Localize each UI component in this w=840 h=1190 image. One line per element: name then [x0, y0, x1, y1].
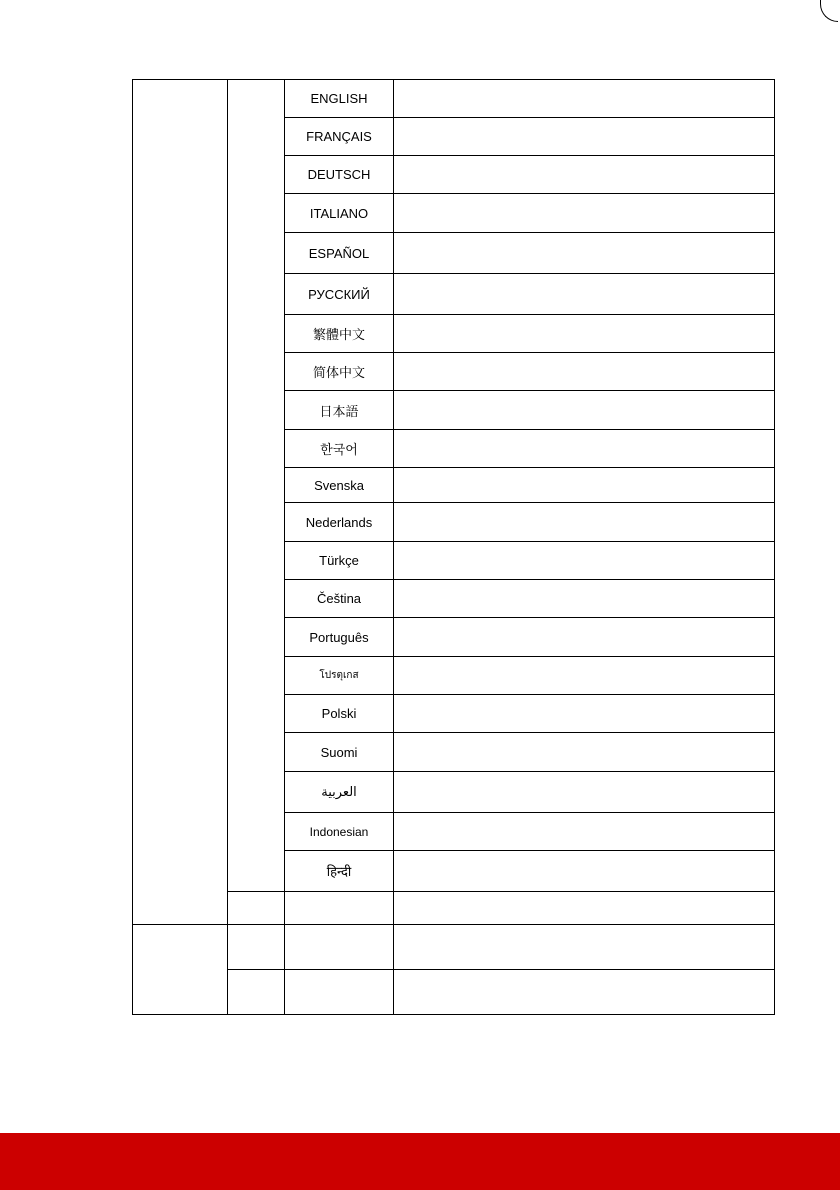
description-cell	[394, 695, 775, 733]
description-cell	[394, 468, 775, 503]
description-cell	[394, 315, 775, 353]
table-row	[133, 80, 775, 118]
language-option: ITALIANO	[285, 194, 394, 233]
language-settings-table	[132, 79, 775, 1015]
description-cell	[394, 657, 775, 695]
submenu-cell	[228, 892, 285, 925]
description-cell	[394, 580, 775, 618]
description-cell	[394, 733, 775, 772]
language-option: العربية	[285, 772, 394, 813]
description-cell	[394, 233, 775, 274]
language-option: โปรตุเกส	[285, 657, 394, 695]
submenu-cell	[228, 925, 285, 970]
table-row	[133, 892, 775, 925]
language-option: Indonesian	[285, 813, 394, 851]
language-option: Polski	[285, 695, 394, 733]
description-cell	[394, 772, 775, 813]
table-row	[133, 970, 775, 1015]
footer-bar	[0, 1133, 840, 1190]
language-option: Türkçe	[285, 542, 394, 580]
description-cell	[394, 274, 775, 315]
language-option: 繁體中文	[285, 315, 394, 353]
language-option: Svenska	[285, 468, 394, 503]
language-option: 简体中文	[285, 353, 394, 391]
option-cell	[285, 892, 394, 925]
language-option: FRANÇAIS	[285, 118, 394, 156]
description-cell	[394, 618, 775, 657]
language-option: DEUTSCH	[285, 156, 394, 194]
menu-cell	[133, 925, 228, 1015]
submenu-cell	[228, 80, 285, 892]
description-cell	[394, 970, 775, 1015]
option-cell	[285, 970, 394, 1015]
description-cell	[394, 542, 775, 580]
language-option: ENGLISH	[285, 80, 394, 118]
description-cell	[394, 194, 775, 233]
description-cell	[394, 851, 775, 892]
language-option: Português	[285, 618, 394, 657]
table-row	[133, 925, 775, 970]
menu-cell	[133, 80, 228, 925]
language-option: Nederlands	[285, 503, 394, 542]
description-cell	[394, 430, 775, 468]
language-option: हिन्दी	[285, 851, 394, 892]
description-cell	[394, 118, 775, 156]
language-option: 日本語	[285, 391, 394, 430]
description-cell	[394, 80, 775, 118]
language-option: Suomi	[285, 733, 394, 772]
description-cell	[394, 353, 775, 391]
description-cell	[394, 892, 775, 925]
option-cell	[285, 925, 394, 970]
description-cell	[394, 503, 775, 542]
language-option: ESPAÑOL	[285, 233, 394, 274]
language-option: Čeština	[285, 580, 394, 618]
description-cell	[394, 391, 775, 430]
description-cell	[394, 156, 775, 194]
submenu-cell	[228, 970, 285, 1015]
page-corner-rule	[820, 0, 838, 22]
description-cell	[394, 925, 775, 970]
description-cell	[394, 813, 775, 851]
language-option: 한국어	[285, 430, 394, 468]
language-option: РУССКИЙ	[285, 274, 394, 315]
